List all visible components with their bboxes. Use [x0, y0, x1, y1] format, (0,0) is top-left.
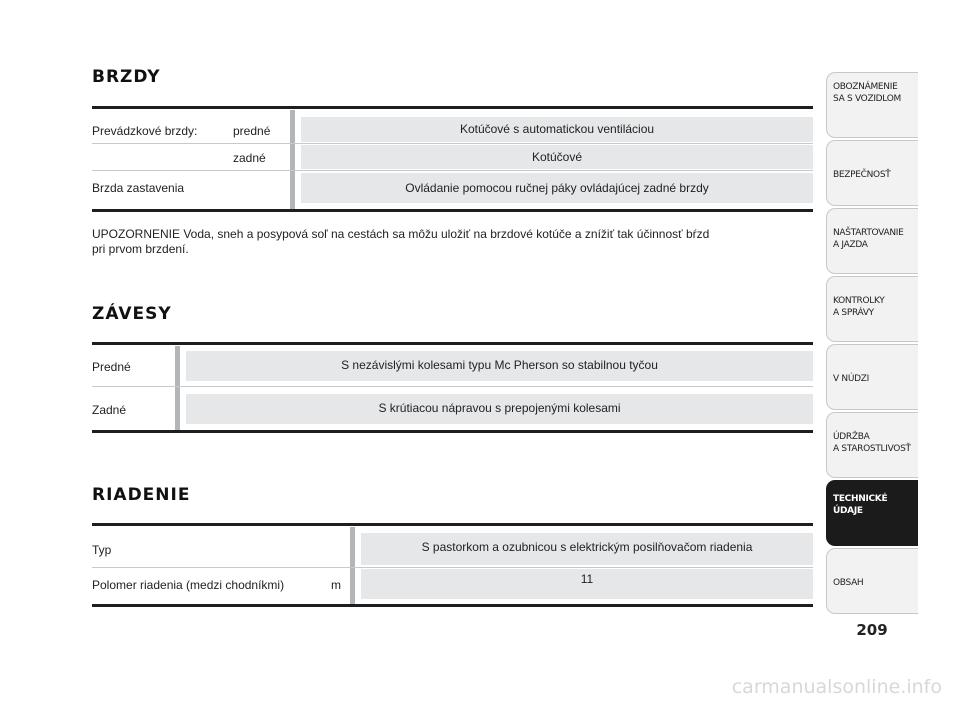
parking-brake-label: Brzda zastavenia [92, 181, 185, 195]
table-bottom-rule [92, 209, 813, 212]
tab-nastartovanie[interactable] [826, 208, 918, 274]
table-top-rule [92, 342, 813, 345]
table-bottom-rule [92, 430, 813, 433]
rear-suspension-value: S krútiacou nápravou s prepojenými kolesami [186, 394, 813, 424]
table-top-rule [92, 523, 813, 526]
rear-brakes-label: zadné [233, 151, 266, 165]
front-suspension-label: Predné [92, 360, 131, 374]
tab-label: ÚDRŽBA A STAROSTLIVOSŤ [833, 432, 911, 454]
row-divider [92, 386, 813, 387]
front-suspension-value: S nezávislými kolesami typu Mc Pherson so stabilnou tyčou [186, 351, 813, 381]
warning-line-2: pri prvom brzdení. [92, 242, 189, 256]
tab-bezpecnost[interactable] [826, 140, 918, 206]
table-top-rule [92, 106, 813, 109]
column-divider [350, 527, 355, 605]
steering-type-value: S pastorkom a ozubnicou s elektrickým posilňovačom riadenia [361, 533, 813, 565]
rear-brakes-value: Kotúčové [301, 145, 813, 169]
tab-label: NAŠTARTOVANIE A JAZDA [833, 228, 904, 250]
tab-kontrolky[interactable] [826, 276, 918, 342]
turning-radius-label: Polomer riadenia (medzi chodníkmi) [92, 578, 285, 592]
page-number: 209 [856, 621, 888, 639]
tab-v-nudzi[interactable] [826, 344, 918, 410]
table-bottom-rule [92, 604, 813, 607]
column-divider [290, 110, 295, 210]
section-title-brzdy: BRZDY [92, 67, 161, 87]
row-divider [92, 170, 813, 171]
row-divider [92, 567, 813, 568]
section-title-riadenie: RIADENIE [92, 485, 191, 505]
front-brakes-label: predné [233, 124, 271, 138]
steering-type-label: Typ [92, 543, 112, 557]
section-title-zavesy: ZÁVESY [92, 304, 172, 324]
warning-line-1: UPOZORNENIE Voda, sneh a posypová soľ na cestách sa môžu uložiť na brzdové kotúče a znížiť tak účinnosť bŕzd [92, 227, 710, 241]
service-brakes-label: Prevádzkové brzdy: [92, 124, 198, 138]
row-divider [92, 143, 813, 144]
tab-obsah[interactable] [826, 548, 918, 614]
watermark: carmanualsonline.info [731, 676, 942, 698]
tab-udrzba[interactable] [826, 412, 918, 478]
tab-technicke-udaje[interactable] [826, 480, 918, 546]
tab-oboznamenie[interactable] [826, 72, 918, 138]
rear-suspension-label: Zadné [92, 403, 127, 417]
column-divider [175, 346, 180, 430]
front-brakes-value: Kotúčové s automatickou ventiláciou [301, 117, 813, 142]
tab-label: KONTROLKY A SPRÁVY [833, 296, 885, 318]
turning-radius-value: 11 [361, 569, 813, 599]
tab-label: OBSAH [833, 578, 864, 588]
turning-radius-unit: m [331, 578, 341, 592]
parking-brake-value: Ovládanie pomocou ručnej páky ovládajúcej zadné brzdy [301, 173, 813, 203]
brake-warning-note [92, 227, 807, 257]
tab-label: OBOZNÁMENIE SA S VOZIDLOM [833, 82, 901, 104]
tab-label: V NÚDZI [833, 374, 869, 384]
tab-label: TECHNICKÉ ÚDAJE [833, 494, 888, 516]
tab-label: BEZPEČNOSŤ [833, 170, 891, 180]
